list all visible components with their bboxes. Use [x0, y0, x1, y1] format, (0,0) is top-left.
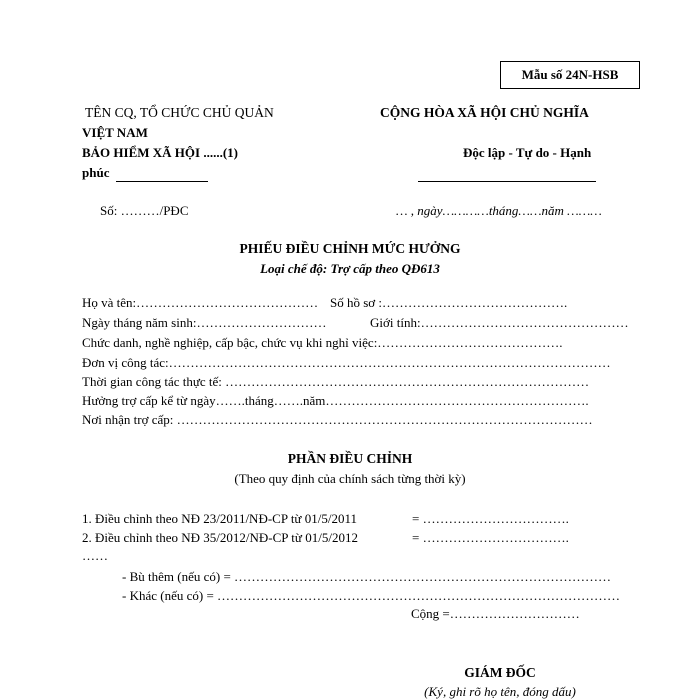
field-work-unit: Đơn vị công tác:………………………………………………………………………………………… [82, 355, 611, 370]
header-left-underline [116, 181, 208, 182]
adjustment-subheading: (Theo quy định của chính sách từng thời kỳ) [234, 471, 466, 486]
header-left-country: VIỆT NAM [82, 125, 148, 140]
field-benefit-start: Hưởng trợ cấp kể từ ngày…….tháng…….năm……………………………………………………. [82, 393, 589, 408]
adjustment-item-2: 2. Điều chỉnh theo NĐ 35/2012/NĐ-CP từ 01/5/2012 [82, 530, 358, 545]
date-line: … , ngày…………tháng……năm ……… [396, 203, 602, 218]
adjustment-other: - Khác (nếu có) = ………………………………………………………………………………… [122, 588, 621, 603]
adjustment-ellipsis: …… [82, 548, 108, 563]
field-record-number: Số hồ sơ :……………………………………. [330, 295, 568, 310]
form-title: PHIẾU ĐIỀU CHỈNH MỨC HƯỞNG [239, 241, 461, 256]
adjustment-item-1-value: = ……………………………. [412, 511, 569, 526]
national-motto: Độc lập - Tự do - Hạnh [463, 145, 592, 160]
form-subtitle: Loại chế độ: Trợ cấp theo QĐ613 [260, 261, 440, 276]
signature-note: (Ký, ghi rõ họ tên, đóng dấu) [424, 684, 576, 699]
header-right-underline [418, 181, 596, 182]
document-number: Số: ………/PĐC [100, 203, 189, 218]
form-code-box: Mẫu số 24N-HSB [500, 61, 640, 89]
header-left-fragment: phúc [82, 165, 110, 180]
adjustment-heading: PHẦN ĐIỀU CHỈNH [287, 451, 413, 466]
adjustment-total: Cộng =………………………… [411, 606, 580, 621]
signature-title: GIÁM ĐỐC [464, 665, 536, 680]
field-date-of-birth: Ngày tháng năm sinh:………………………… [82, 315, 327, 330]
agency-name: BẢO HIỂM XÃ HỘI ......(1) [82, 145, 238, 160]
agency-parent-name: TÊN CQ, TỔ CHỨC CHỦ QUẢN [85, 105, 274, 120]
national-title: CỘNG HÒA XÃ HỘI CHỦ NGHĨA [380, 105, 589, 120]
field-gender: Giới tính:………………………………………… [370, 315, 629, 330]
adjustment-item-1: 1. Điều chỉnh theo NĐ 23/2011/NĐ-CP từ 01/5/2011 [82, 511, 357, 526]
adjustment-item-2-value: = ……………………………. [412, 530, 569, 545]
field-receive-place: Nơi nhận trợ cấp: …………………………………………………………………………………… [82, 412, 593, 427]
adjustment-extra: - Bù thêm (nếu có) = …………………………………………………………………………… [122, 569, 612, 584]
field-work-time: Thời gian công tác thực tế: ………………………………………………………………………… [82, 374, 590, 389]
field-full-name: Họ và tên:…………………………………… [82, 295, 319, 310]
field-position: Chức danh, nghề nghiệp, cấp bậc, chức vụ khi nghỉ việc:……………………………………. [82, 335, 563, 350]
